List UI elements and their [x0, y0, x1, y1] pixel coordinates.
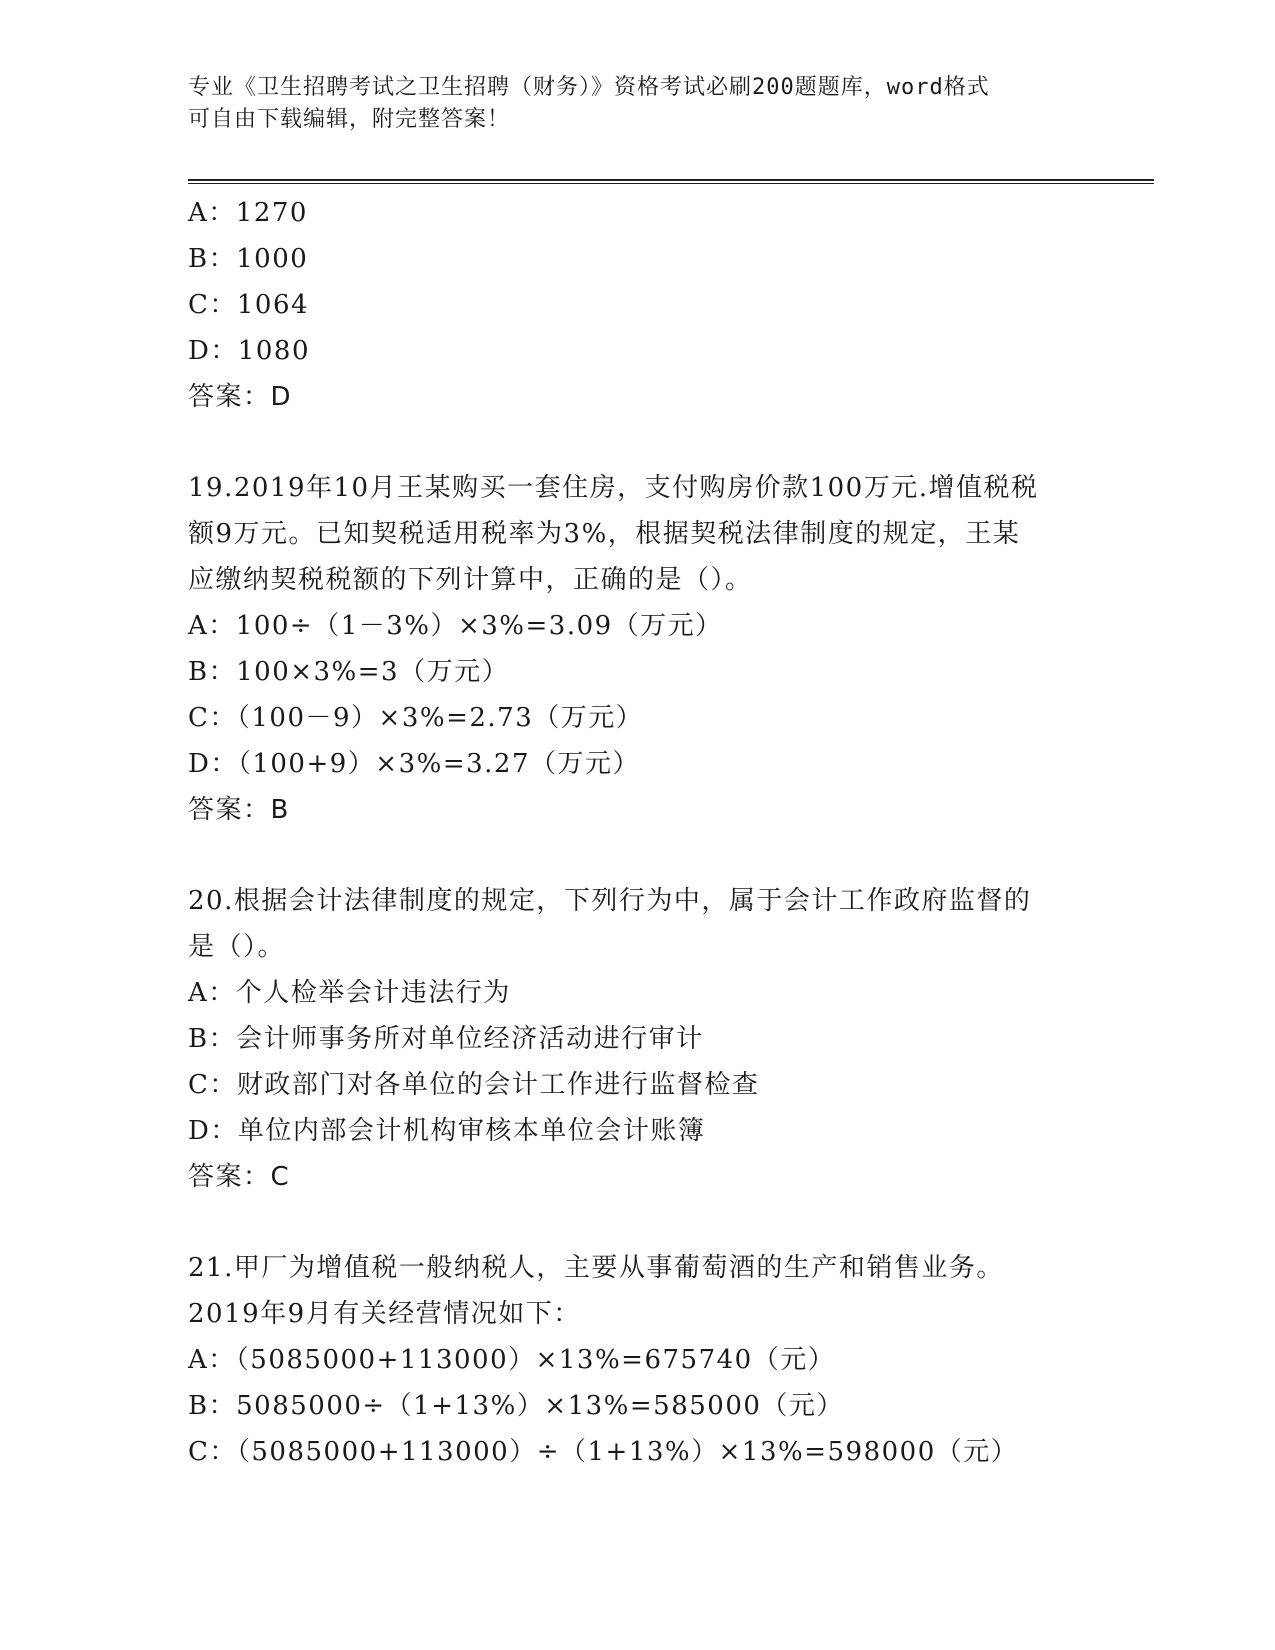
question-stem: 19.2019年10月王某购买一套住房，支付购房价款100万元.增值税税	[188, 473, 1039, 503]
question-stem: 2019年9月有关经营情况如下：	[188, 1299, 581, 1329]
question-stem: 应缴纳契税税额的下列计算中，正确的是（）。	[188, 565, 753, 595]
option-b: B：5085000÷（1+13%）×13%=585000（元）	[188, 1391, 844, 1421]
page-header	[188, 72, 1088, 136]
option-c: C：财政部门对各单位的会计工作进行监督检查	[188, 1070, 760, 1100]
question-19	[188, 465, 1128, 833]
question-21	[188, 1245, 1128, 1475]
answer: 答案：C	[188, 1162, 291, 1192]
option-c: C：（100－9）×3%=2.73（万元）	[188, 703, 644, 733]
option-a: A：个人检举会计违法行为	[188, 978, 511, 1008]
option-c: C：1064	[188, 290, 310, 320]
question-content	[188, 190, 1128, 1475]
option-b: B：100×3%=3（万元）	[188, 657, 510, 687]
question-stem: 21.甲厂为增值税一般纳税人，主要从事葡萄酒的生产和销售业务。	[188, 1253, 1004, 1283]
option-a: A：（5085000+113000）×13%=675740（元）	[188, 1345, 836, 1375]
answer: 答案：B	[188, 795, 290, 825]
option-d: D：（100+9）×3%=3.27（万元）	[188, 749, 641, 779]
question-stem: 额9万元。已知契税适用税率为3%，根据契税法律制度的规定，王某	[188, 519, 1021, 549]
question-20	[188, 878, 1128, 1200]
header-rule-thick	[188, 179, 1154, 181]
option-d: D：1080	[188, 336, 311, 366]
option-d: D：单位内部会计机构审核本单位会计账簿	[188, 1116, 706, 1146]
question-stem: 是（）。	[188, 932, 286, 962]
question-18	[188, 190, 1128, 420]
answer: 答案：D	[188, 382, 293, 412]
option-a: A：100÷（1－3%）×3%=3.09（万元）	[188, 611, 723, 641]
option-c: C：（5085000+113000）÷（1+13%）×13%=598000（元）	[188, 1437, 1019, 1467]
question-stem: 20.根据会计法律制度的规定，下列行为中，属于会计工作政府监督的	[188, 886, 1032, 916]
option-a: A：1270	[188, 198, 308, 228]
option-b: B：会计师事务所对单位经济活动进行审计	[188, 1024, 704, 1054]
option-b: B：1000	[188, 244, 309, 274]
header-rule-thin	[188, 183, 1154, 184]
header-line-2: 可自由下载编辑，附完整答案！	[188, 107, 511, 132]
header-line-1: 专业《卫生招聘考试之卫生招聘（财务）》资格考试必刷200题题库，word格式	[188, 75, 990, 100]
